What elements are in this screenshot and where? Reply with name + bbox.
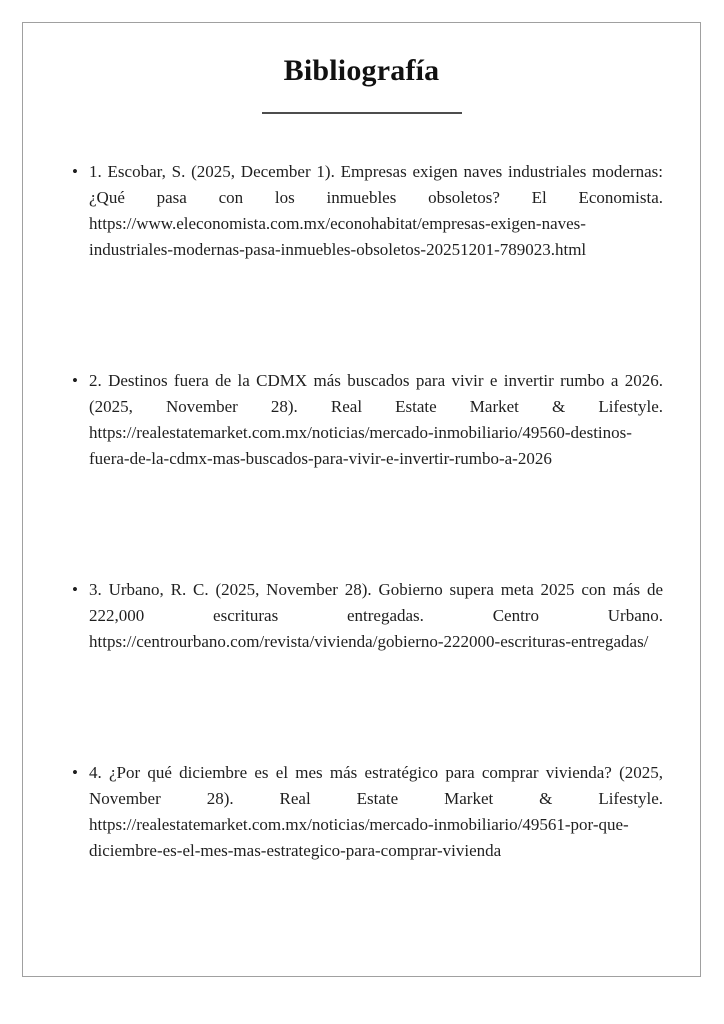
bibliography-entry (72, 760, 663, 864)
reference-text: 1. Escobar, S. (2025, December 1). Empresas exigen naves industriales modernas: ¿Qué pasa con los inmuebles obsoletos? El Economista. https://www.eleconomista.com.mx/econohabitat/empresas-exigen-naves-industriales-modernas-pasa-inmuebles-obsoletos-20251201-789023.html (89, 162, 663, 259)
bibliography-list (23, 159, 700, 864)
bullet-icon: • (72, 371, 78, 390)
reference-text: 4. ¿Por qué diciembre es el mes más estratégico para comprar vivienda? (2025, November 28). Real Estate Market & Lifestyle. https://realestatemarket.com.mx/noticias/mercado-inmobiliario/49561-por-que-diciembre-es-el-mes-mas-estrategico-para-comprar-vivienda (89, 763, 663, 860)
page-title: Bibliografía (283, 54, 440, 87)
reference-text: 3. Urbano, R. C. (2025, November 28). Gobierno supera meta 2025 con más de 222,000 escrituras entregadas. Centro Urbano. https://centrourbano.com/revista/vivienda/gobierno-222000-escrituras-entregadas/ (89, 580, 663, 651)
bibliography-entry (72, 577, 663, 655)
bibliography-entry (72, 159, 663, 263)
bullet-icon: • (72, 162, 78, 181)
page-border-frame (22, 22, 701, 977)
reference-text: 2. Destinos fuera de la CDMX más buscados para vivir e invertir rumbo a 2026. (2025, November 28). Real Estate Market & Lifestyle. https://realestatemarket.com.mx/noticias/mercado-inmobiliario/49560-destinos-fuera-de-la-cdmx-mas-buscados-para-vivir-e-invertir-rumbo-a-2026 (89, 371, 663, 468)
bibliography-entry (72, 368, 663, 472)
title-divider (262, 112, 462, 114)
bullet-icon: • (72, 763, 78, 782)
bullet-icon: • (72, 580, 78, 599)
